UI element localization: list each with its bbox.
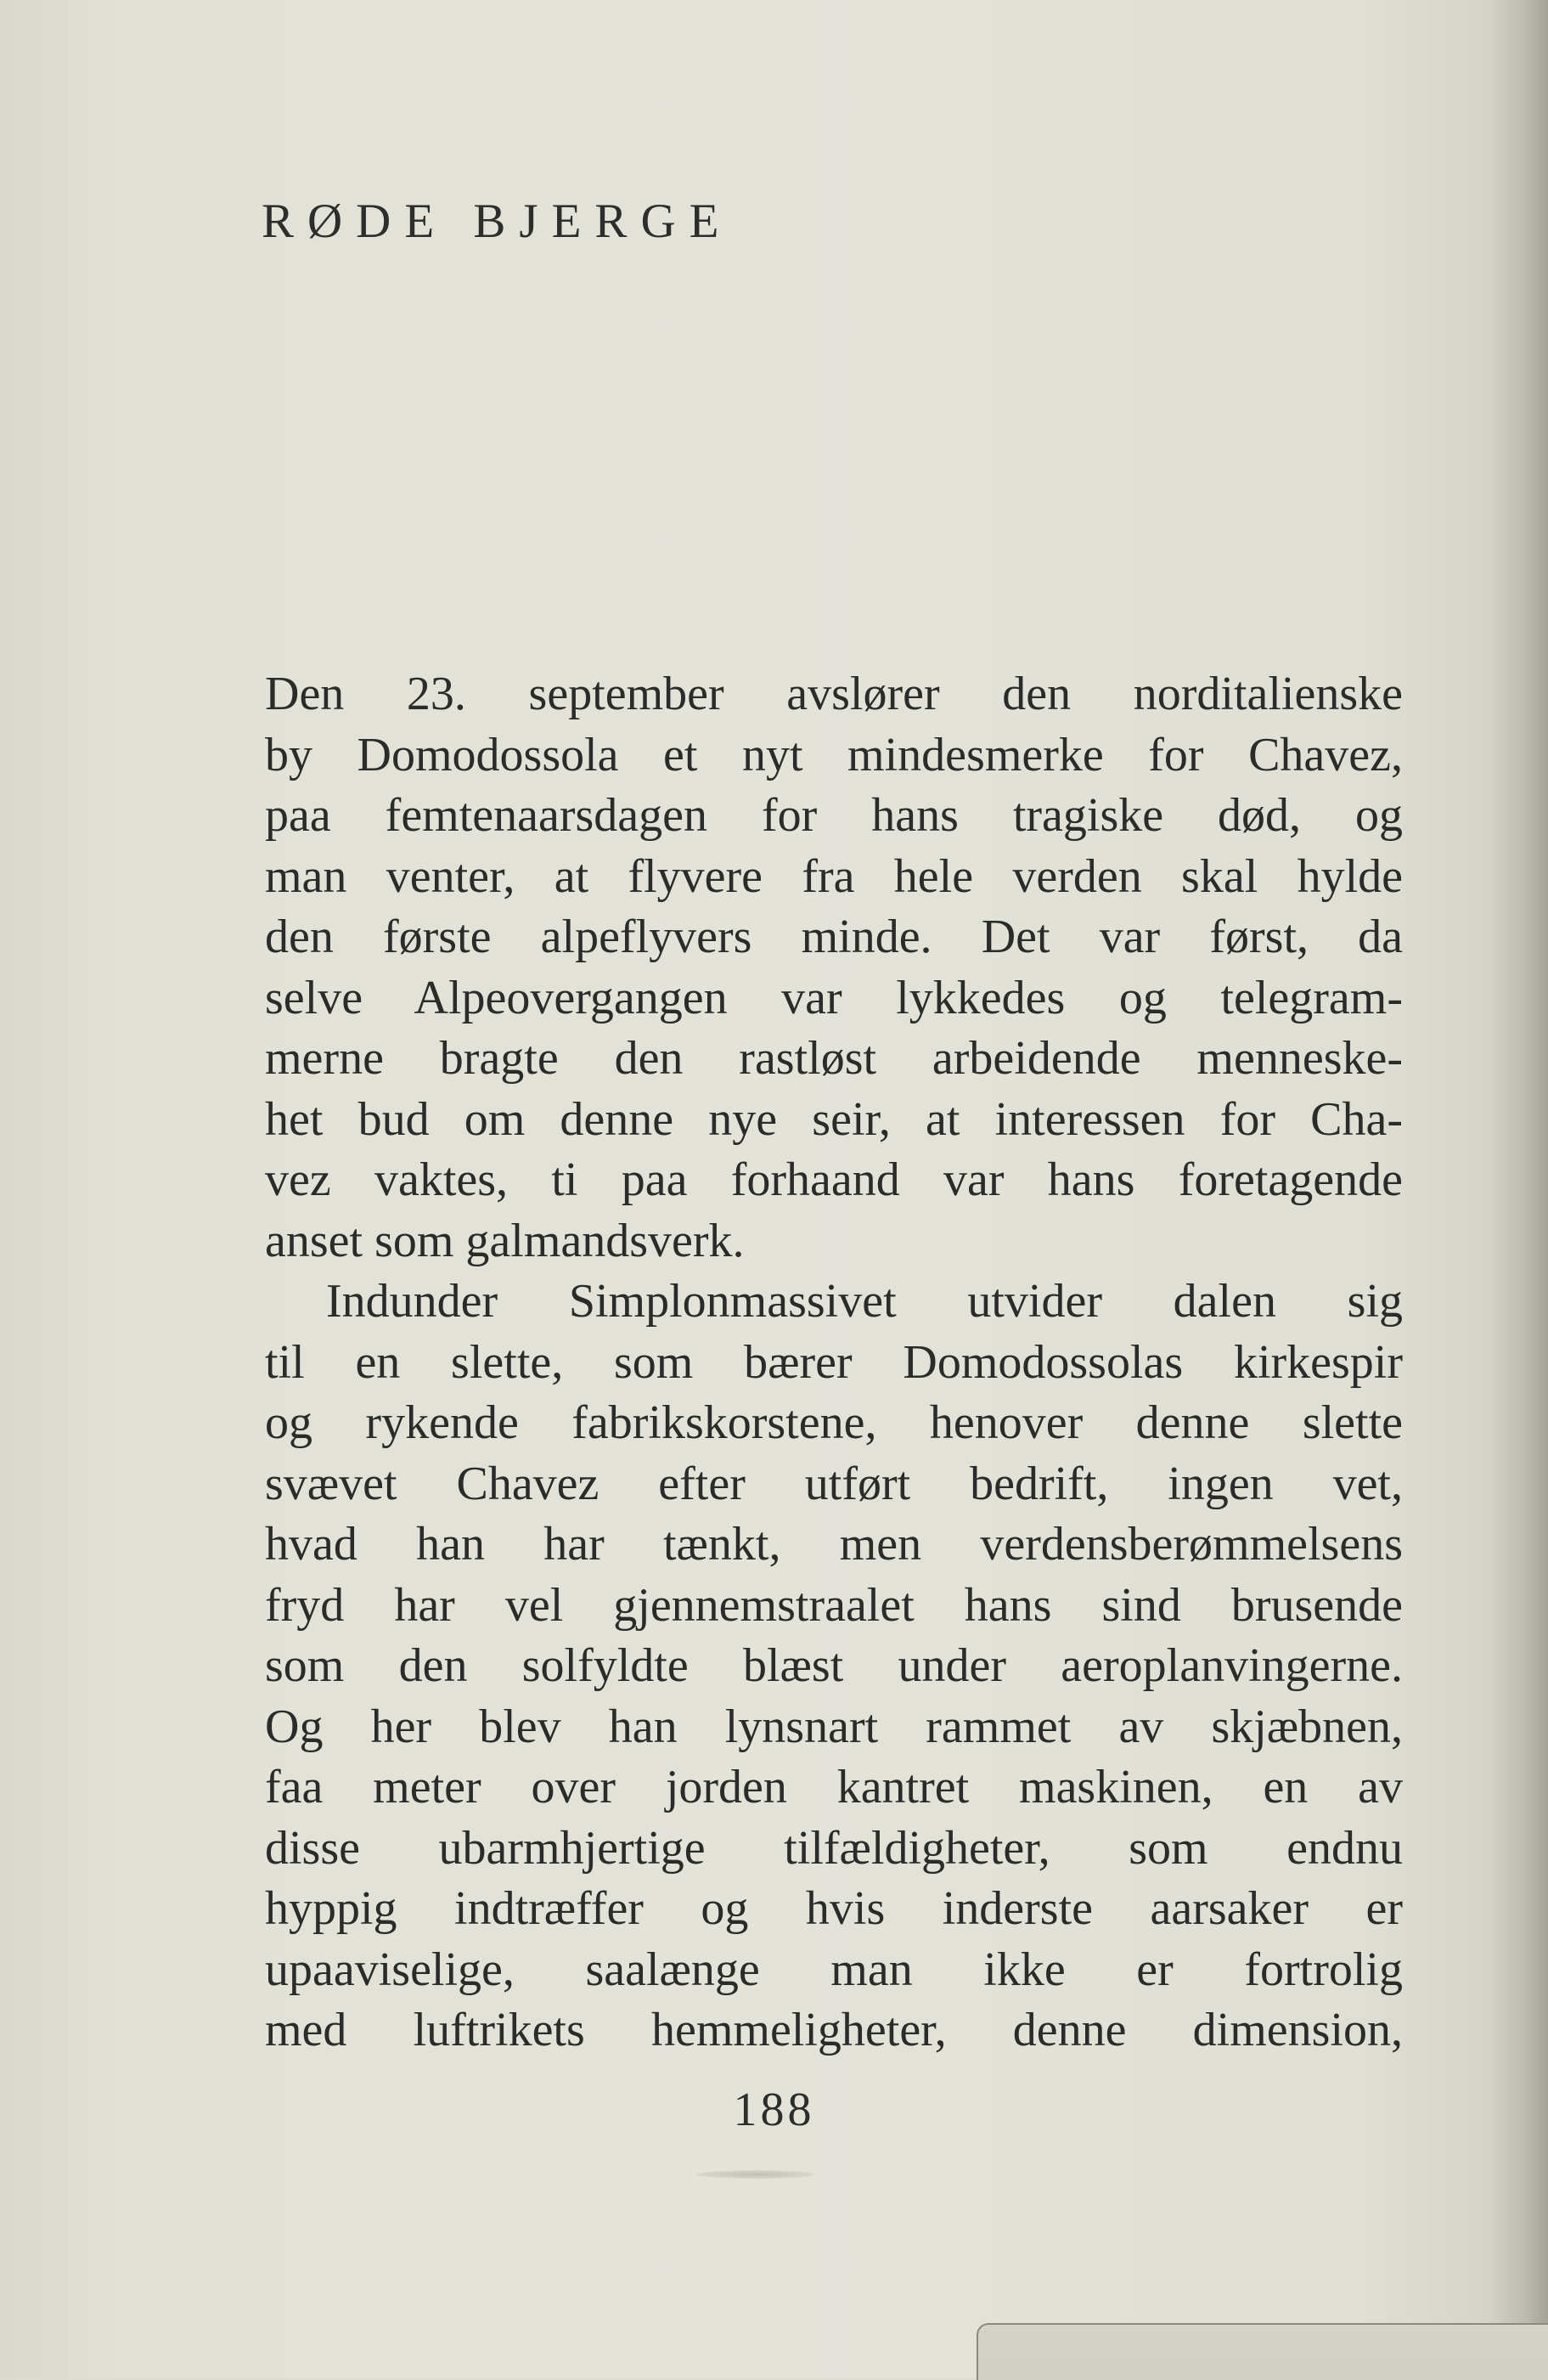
running-head: RØDE BJERGE [262,195,733,248]
page-number: 188 [733,2084,815,2136]
text-line: man venter, at flyvere fra hele verden skal hylde [265,849,1403,903]
text-line: fryd har vel gjennemstraalet hans sind brusende [265,1578,1403,1632]
text-line: upaaviselige, saalænge man ikke er fortrolig [265,1943,1403,1996]
text-line: som den solfyldte blæst under aeroplanvingerne. [265,1639,1403,1692]
text-line: hyppig indtræffer og hvis inderste aarsaker er [265,1882,1403,1935]
text-line: den første alpeflyvers minde. Det var først, da [265,911,1403,963]
text-line: disse ubarmhjertige tilfældigheter, som endnu [265,1821,1403,1875]
text-line: vez vaktes, ti paa forhaand var hans foretagende [265,1153,1403,1206]
body-text [265,664,1403,2061]
text-line: til en slette, som bærer Domodossolas kirkespir [265,1335,1403,1389]
print-smudge [696,2170,815,2179]
text-line: Indunder Simplonmassivet utvider dalen sig [326,1275,1403,1328]
text-line: Og her blev han lynsnart rammet av skjæbnen, [265,1700,1403,1753]
text-line: hvad han har tænkt, men verdensberømmelsens [265,1518,1403,1571]
text-line: merne bragte den rastløst arbeidende menneske- [265,1032,1403,1085]
text-line: selve Alpeovergangen var lykkedes og telegram- [265,971,1403,1024]
text-line: by Domodossola et nyt mindesmerke for Chavez, [265,728,1403,781]
page-edge-shadow [1489,0,1548,2378]
text-line: med luftrikets hemmeligheter, denne dimension, [265,2004,1403,2056]
text-line: het bud om denne nye seir, at interessen for Cha- [265,1092,1403,1146]
text-line: paa femtenaarsdagen for hans tragiske død, og [265,789,1403,842]
underlying-page-edge [977,2323,1548,2380]
text-line: og rykende fabrikskorstene, henover denne slette [265,1396,1403,1449]
text-line: svævet Chavez efter utført bedrift, ingen vet, [265,1457,1403,1510]
text-line: faa meter over jorden kantret maskinen, en av [265,1761,1403,1813]
text-line: Den 23. september avslører den norditalienske [265,668,1403,720]
text-line: anset som galmandsverk. [265,1214,745,1267]
